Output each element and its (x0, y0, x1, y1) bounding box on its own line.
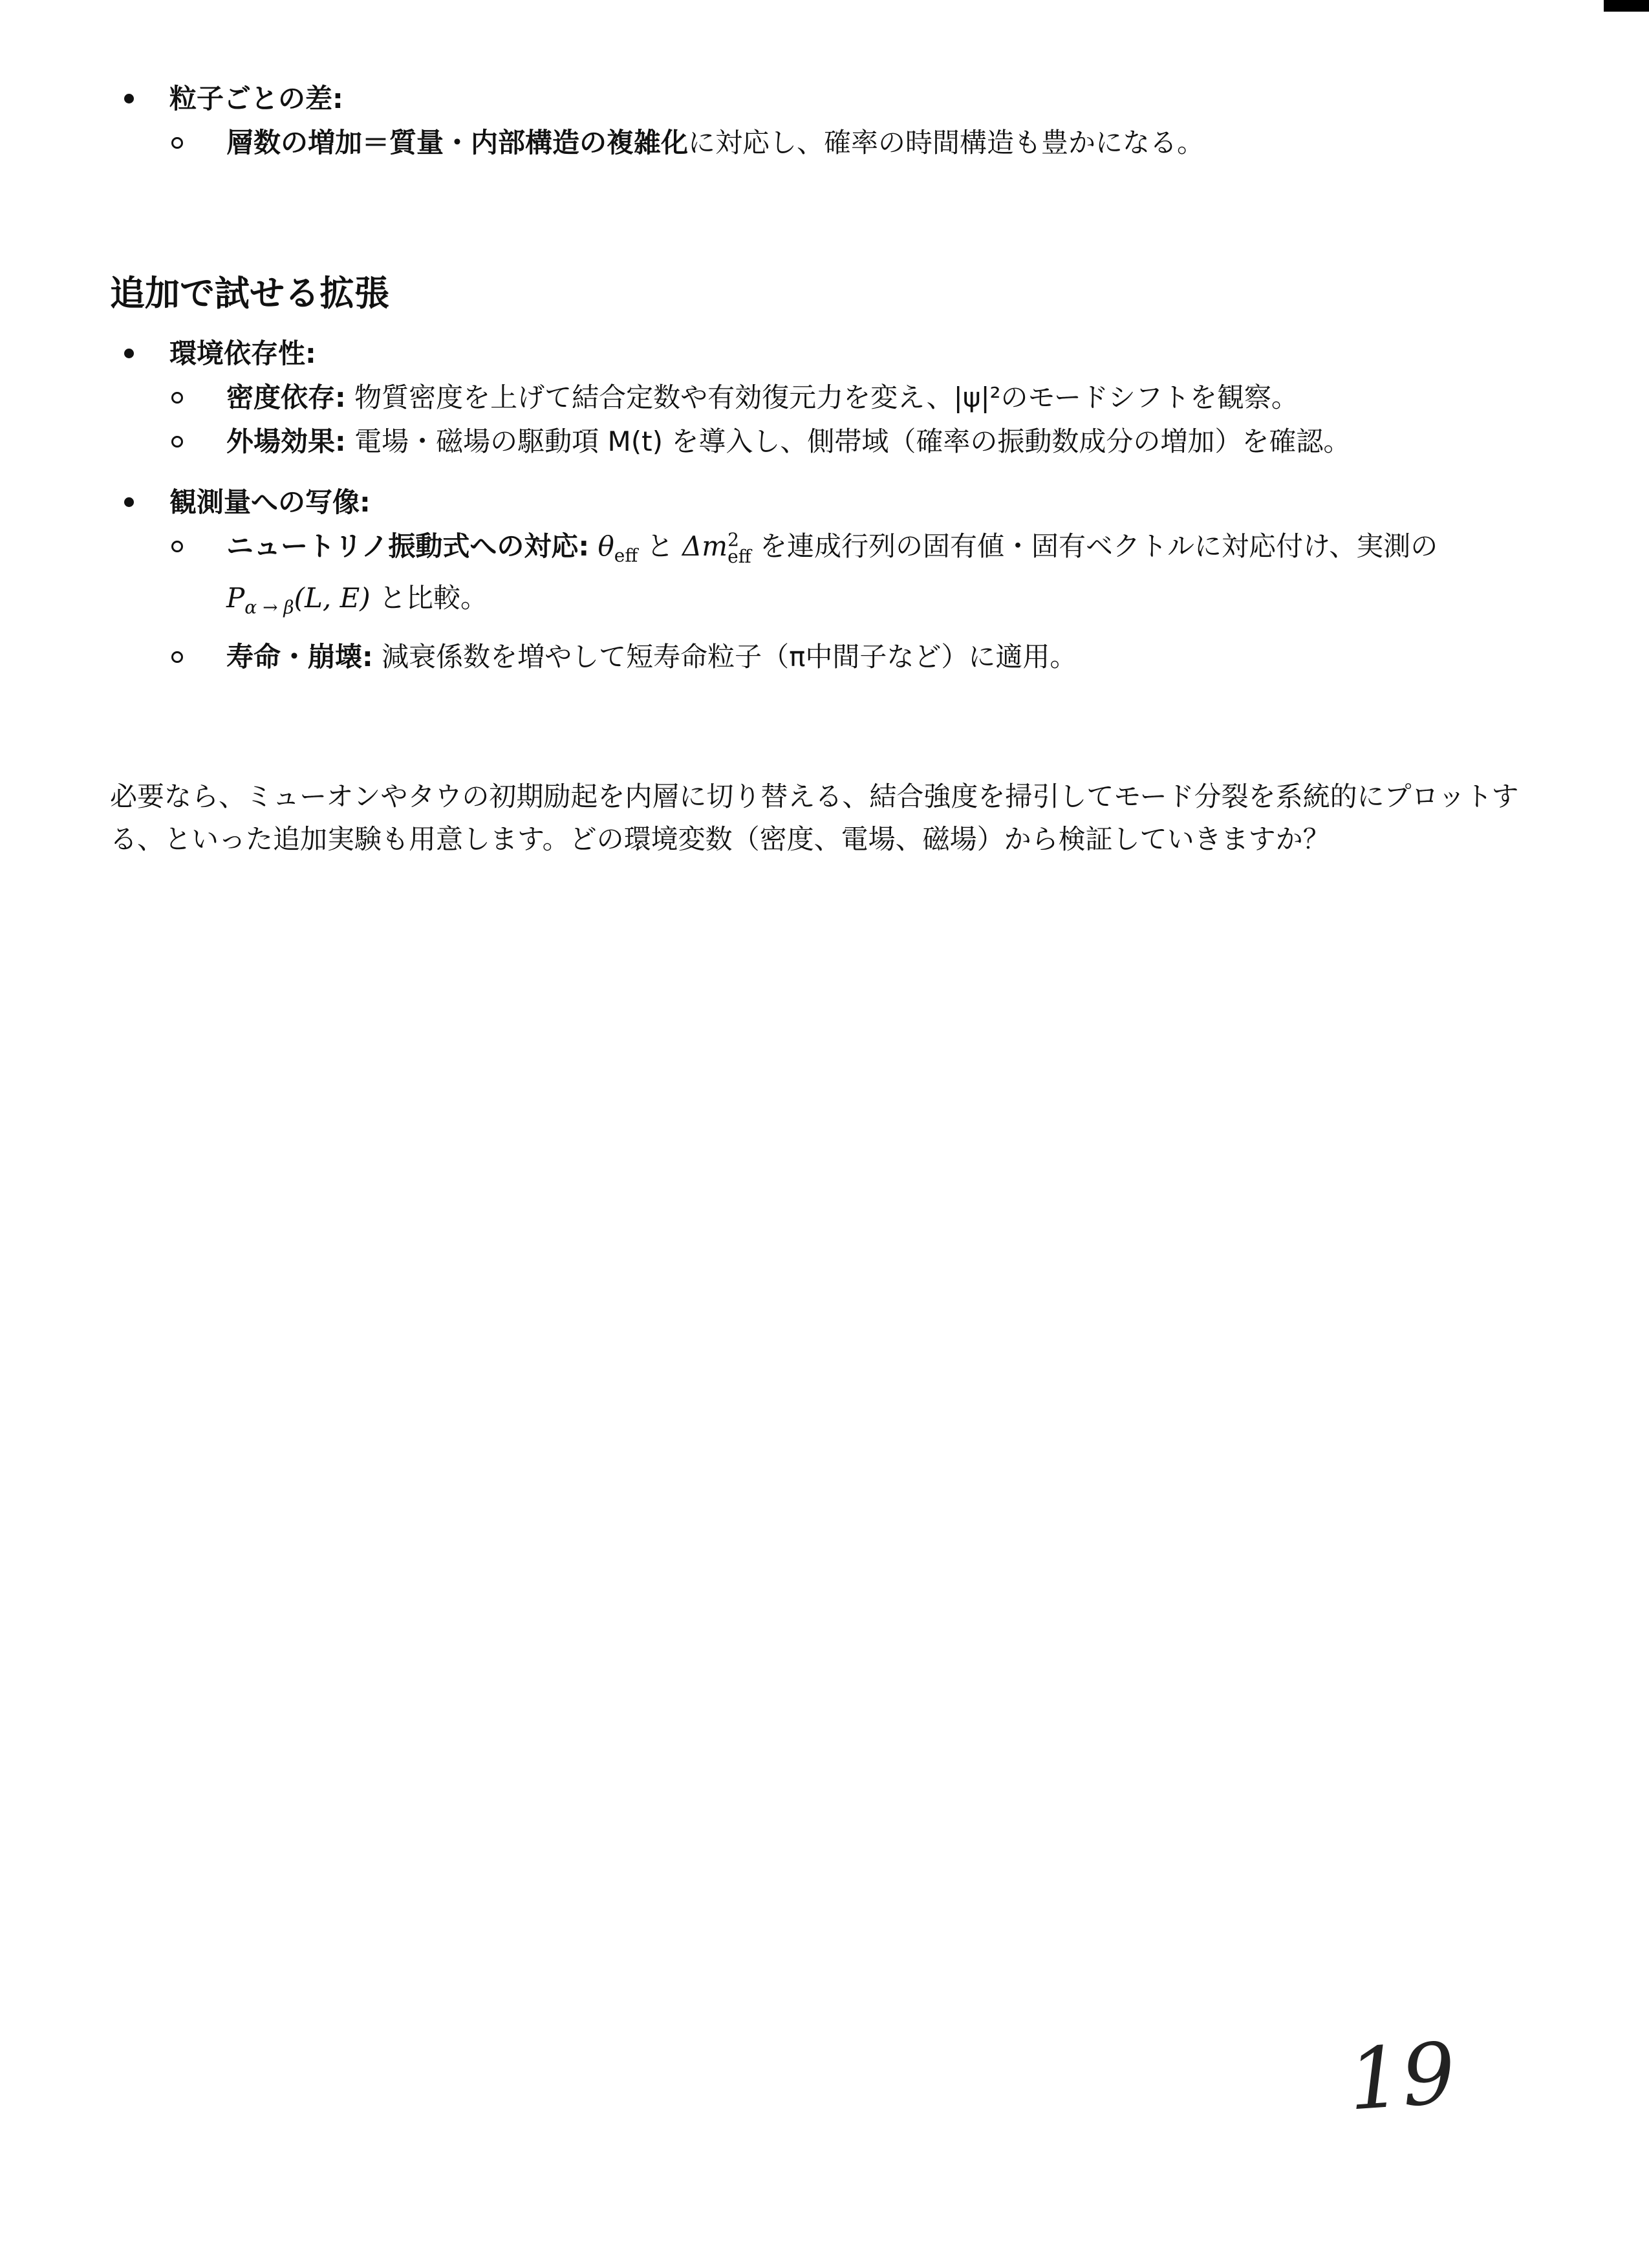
scan-edge-mark (1604, 0, 1649, 12)
math-theta: $\theta_{eff}$ (598, 530, 638, 567)
sub-bullet-text: 電場・磁場の駆動項 (345, 426, 599, 457)
bullet-dot-icon (124, 349, 134, 358)
bullet-title: 環境依存性: (169, 338, 316, 369)
bullet-dot-icon (124, 497, 134, 507)
math-probability: $P_{\alpha \to \beta}(L$, E) (226, 582, 371, 618)
sub-bullet-bold: ニュートリノ振動式への対応: (226, 530, 590, 562)
bullet-circle-icon (171, 137, 183, 149)
sub-bullet-text: と (638, 530, 682, 562)
bullet-environment-dependence (110, 332, 1552, 375)
sub-bullet-neutrino (110, 525, 1552, 577)
bullet-circle-icon (171, 541, 183, 552)
section-heading: 追加で試せる拡張 (110, 273, 389, 314)
sub-bullet-text: を導入し、側帯域（確率の振動数成分の増加）を確認。 (671, 426, 1351, 457)
sub-bullet-bold: 寿命・崩壊: (226, 640, 373, 673)
sub-bullet-external-field (110, 420, 1552, 463)
bullet-circle-icon (171, 651, 183, 663)
bullet-title: 粒子ごとの差: (169, 83, 343, 114)
closing-paragraph (110, 775, 1552, 861)
closing-line: る、といった追加実験も用意します。どの環境変数（密度、電場、磁場）から検証していきますか？ (110, 823, 1330, 855)
handwritten-page-number: 19 (1344, 2024, 1459, 2130)
sub-bullet-layer-count (110, 122, 1552, 164)
sub-bullet-bold: 層数の増加＝質量・内部構造の複雑化 (226, 127, 689, 158)
sub-bullet-bold: 外場効果: (226, 426, 346, 457)
bullet-title: 観測量への写像: (169, 486, 371, 518)
bullet-circle-icon (171, 392, 183, 404)
closing-line: 必要なら、ミューオンやタウの初期励起を内層に切り替える、結合強度を掃引してモード分裂を系統的にプロットす (110, 780, 1519, 812)
sub-bullet-text: 減衰係数を増やして短寿命粒子（π中間子など）に適用。 (372, 640, 1077, 673)
sub-bullet-text: 物質密度を上げて結合定数や有効復元力を変え、|ψ|²のモードシフトを観察。 (345, 382, 1299, 413)
sub-bullet-bold: 密度依存: (226, 382, 346, 413)
bullet-observable-mapping (110, 481, 1552, 524)
bullet-circle-icon (171, 436, 183, 448)
sub-bullet-density (110, 376, 1552, 419)
document-content (110, 65, 1552, 861)
sub-bullet-neutrino-continuation (110, 577, 1552, 629)
bullet-dot-icon (124, 94, 134, 103)
sub-bullet-text: と比較。 (370, 582, 488, 614)
sub-bullet-text: を連成行列の固有値・固有ベクトルに対応付け、実測の (751, 530, 1438, 562)
sub-bullet-text: に対応し、確率の時間構造も豊かになる。 (688, 127, 1205, 158)
sub-bullet-lifetime (110, 636, 1552, 678)
bullet-particle-difference (110, 78, 1552, 120)
math-delta-m: Δm 2 eff (682, 529, 751, 567)
math-m-t: M(t) (599, 426, 672, 457)
